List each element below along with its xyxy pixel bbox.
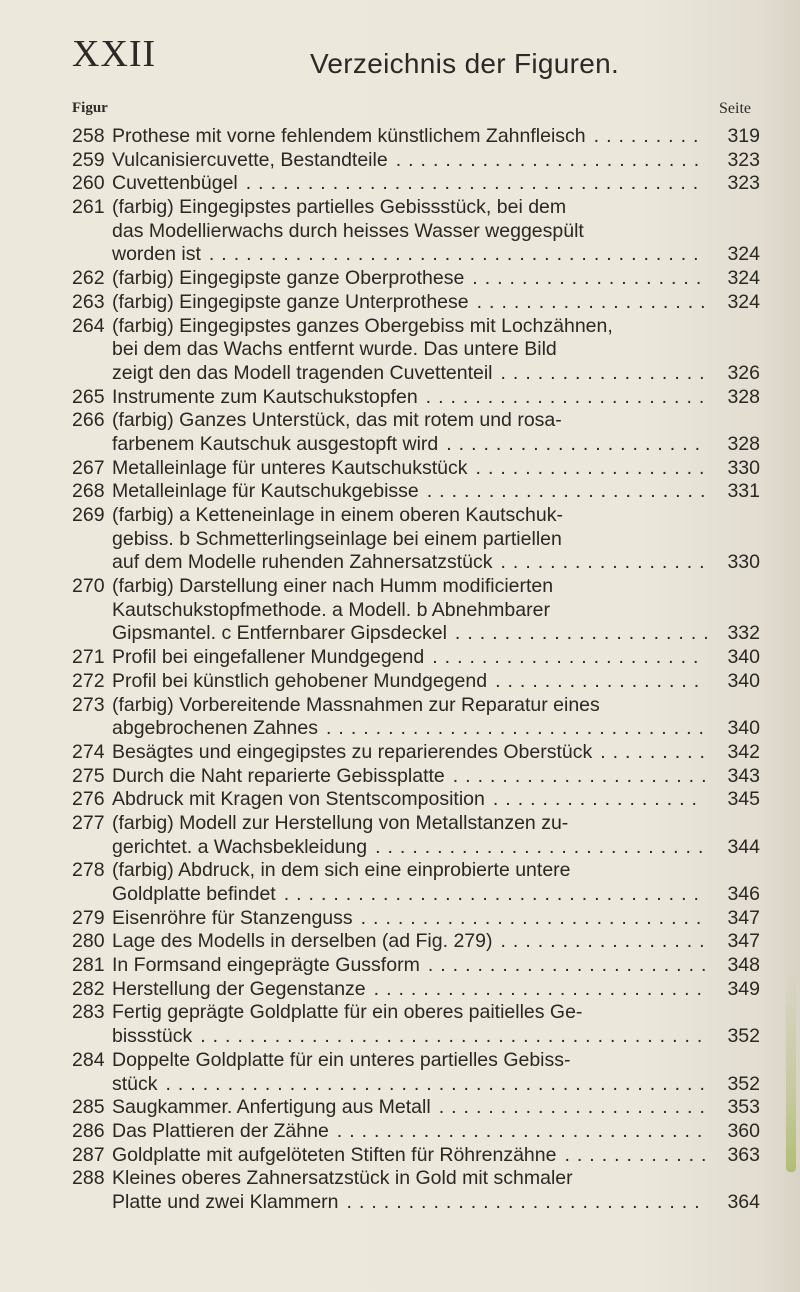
figure-caption: Instrumente zum Kautschukstopfen [112,385,418,408]
entry-line [72,504,762,528]
leader-dots: ............................... [326,717,711,740]
figure-number: 276 [72,788,105,811]
leader-dots: ........................................ [208,243,706,266]
entry-line [72,315,762,339]
figure-number: 266 [72,409,105,432]
page-reference: 344 [727,835,760,858]
figure-caption: stück [112,1072,158,1095]
leader-dots: ..................... [454,622,716,645]
entry-line [72,1120,762,1144]
figure-caption: Das Plattieren der Zähne [112,1119,329,1142]
figure-caption: Vulcanisiercuvette, Bestandteile [112,148,388,171]
entry-line [72,788,762,812]
leader-dots: ................. [492,788,704,811]
figure-number: 279 [72,906,105,929]
figure-caption: gerichtet. a Wachsbekleidung [112,835,368,858]
entry-line [72,433,762,457]
entry-line [72,1144,762,1168]
figure-caption: Prothese mit vorne fehlendem künstlichem Zahnfleisch [112,125,586,147]
leader-dots: ....................... [425,385,712,408]
figure-entry [72,788,762,812]
entry-line [72,812,762,836]
entry-line [72,1049,762,1073]
page-reference: 360 [727,1119,760,1142]
leader-dots: ............................. [346,1190,707,1213]
figure-caption: Saugkammer. Anfertigung aus Metall [112,1096,431,1119]
figure-caption: auf dem Modelle ruhenden Zahnersatzstück [112,551,493,574]
figure-caption: (farbig) Modell zur Herstellung von Metallstanzen zu- [112,811,569,834]
leader-dots: ................. [500,361,712,384]
figure-caption: (farbig) Ganzes Unterstück, das mit rotem und rosa- [112,409,562,432]
figure-caption: Metalleinlage für Kautschukgebisse [112,480,419,503]
entry-line [72,243,762,267]
figure-entry [72,1120,762,1144]
figure-number: 264 [72,314,105,337]
figure-entry [72,812,762,859]
column-header-figure: Figur [72,100,108,116]
entry-line [72,480,762,504]
page-reference: 328 [727,385,760,408]
figure-entry [72,1001,762,1048]
figure-number: 262 [72,267,105,290]
entry-line [72,1001,762,1025]
leader-dots: ......................................... [200,1025,710,1048]
leader-dots: ...................... [438,1096,712,1119]
figure-entry [72,315,762,386]
leader-dots: ....................... [427,954,714,977]
entry-line [72,741,762,765]
page-reference: 347 [727,930,760,953]
leader-dots: ............................ [360,906,709,929]
page-reference: 324 [727,290,760,313]
entry-line [72,575,762,599]
figure-caption: (farbig) Eingegipstes partielles Gebissstück, bei dem [112,196,567,219]
page-reference: 352 [727,1025,760,1048]
figure-number: 270 [72,575,105,598]
leader-dots: ................... [475,456,712,479]
figure-number: 282 [72,977,105,1000]
entry-line [72,196,762,220]
figure-caption: In Formsand eingeprägte Gussform [112,954,420,977]
figure-number: 280 [72,930,105,953]
figure-caption: Profil bei künstlich gehobener Mundgegend [112,669,488,692]
figure-entry [72,930,762,954]
figure-caption: das Modellierwachs durch heisses Wasser weggespült [112,219,584,242]
figure-number: 285 [72,1096,105,1119]
figure-number: 267 [72,456,105,479]
figure-caption: worden ist [112,243,201,266]
entry-line [72,409,762,433]
page-reference: 326 [727,361,760,384]
figure-caption: Fertig geprägte Goldplatte für ein oberes paitielles Ge- [112,1001,583,1024]
entry-line [72,978,762,1002]
figure-caption: Profil bei eingefallener Mundgegend [112,646,425,669]
figure-caption: Metalleinlage für unteres Kautschukstück [112,456,468,479]
leader-dots: ................. [500,930,712,953]
page-reference: 340 [727,646,760,669]
leader-dots: ..................... [452,764,714,787]
entry-line [72,220,762,244]
figure-entry [72,765,762,789]
page-reference: 319 [727,125,760,147]
figure-entry [72,386,762,410]
leader-dots: ..................... [446,432,708,455]
figure-caption: Abdruck mit Kragen von Stentscomposition [112,788,485,811]
entry-line [72,1167,762,1191]
figure-number: 259 [72,148,105,171]
entry-line [72,528,762,552]
leader-dots: ............................................ [165,1072,712,1095]
leader-dots: ......... [593,125,706,147]
figure-number: 283 [72,1001,105,1024]
figure-caption: zeigt den das Modell tragenden Cuvettenteil [112,361,493,384]
entry-line [72,954,762,978]
figure-caption: (farbig) Eingegipste ganze Oberprothese [112,267,465,290]
entry-line [72,622,762,646]
figure-caption: Gipsmantel. c Entfernbarer Gipsdeckel [112,622,447,645]
page-reference: 353 [727,1096,760,1119]
entry-line [72,599,762,623]
leader-dots: ......... [600,740,712,763]
figure-entry [72,504,762,575]
page-reference: 347 [727,906,760,929]
figure-number: 268 [72,480,105,503]
page-reference: 364 [727,1190,760,1213]
page-reference: 349 [727,977,760,1000]
figure-number: 265 [72,385,105,408]
figure-number: 284 [72,1048,105,1071]
figure-entry [72,149,762,173]
page-title: Verzeichnis der Figuren. [310,48,620,79]
page-reference: 342 [727,740,760,763]
entry-line [72,149,762,173]
figure-number: 272 [72,669,105,692]
figure-caption: Doppelte Goldplatte für ein unteres partielles Gebiss- [112,1048,571,1071]
leader-dots: ......................... [395,148,707,171]
entry-line [72,930,762,954]
page-reference: 363 [727,1143,760,1166]
entry-line [72,670,762,694]
figure-number: 263 [72,290,105,313]
figure-entry [72,978,762,1002]
figure-entry [72,457,762,481]
figure-number: 288 [72,1167,105,1190]
figure-caption: Goldplatte befindet [112,883,276,905]
figure-caption: Lage des Modells in derselben (ad Fig. 279) [112,930,493,953]
leader-dots: ................. [500,551,712,574]
column-header-page: Seite [719,100,751,117]
page-reference: 343 [727,764,760,787]
figure-entry [72,291,762,315]
figure-entry [72,954,762,978]
entry-line [72,172,762,196]
entry-line [72,1073,762,1097]
entry-line [72,1025,762,1049]
figure-caption: bissstück [112,1025,193,1048]
entry-line [72,457,762,481]
figure-entry [72,859,762,906]
figure-caption: abgebrochenen Zahnes [112,717,318,740]
figure-number: 287 [72,1143,105,1166]
entry-line [72,694,762,718]
figure-caption: (farbig) Darstellung einer nach Humm modificierten [112,575,554,598]
entry-line [72,646,762,670]
entry-line [72,386,762,410]
figure-entry [72,575,762,646]
figure-number: 261 [72,196,105,219]
figure-caption: Kleines oberes Zahnersatzstück in Gold mit schmaler [112,1167,573,1190]
page-reference: 340 [727,669,760,692]
figure-caption: gebiss. b Schmetterlingseinlage bei einem partiellen [112,527,562,550]
entry-line [72,551,762,575]
figure-caption: Goldplatte mit aufgelöteten Stiften für Röhrenzähne [112,1143,557,1166]
leader-dots: ................... [476,290,713,313]
figure-list [72,125,762,1215]
entry-line [72,125,762,149]
page-reference: 328 [727,432,760,455]
figure-caption: Durch die Naht reparierte Gebissplatte [112,764,445,787]
entry-line [72,907,762,931]
figure-entry [72,480,762,504]
page-reference: 331 [727,480,760,503]
figure-entry [72,907,762,931]
leader-dots: ....................... [426,480,713,503]
page-edge-stain [786,972,796,1172]
entry-line [72,338,762,362]
figure-number: 277 [72,811,105,834]
figure-entry [72,1167,762,1214]
page-header [72,26,672,86]
figure-number: 269 [72,504,105,526]
figure-entry [72,741,762,765]
figure-number: 273 [72,693,105,716]
figure-caption: bei dem das Wachs entfernt wurde. Das untere Bild [112,338,557,361]
page-reference: 323 [727,172,760,195]
figure-entry [72,409,762,456]
entry-line [72,859,762,883]
page-reference: 352 [727,1072,760,1095]
figure-caption: Cuvettenbügel [112,172,238,195]
entry-line [72,1096,762,1120]
figure-entry [72,196,762,267]
leader-dots: ........................... [373,977,709,1000]
leader-dots: .................................. [283,883,706,905]
entry-line [72,717,762,741]
figure-number: 286 [72,1119,105,1142]
figure-entry [72,646,762,670]
figure-caption: farbenem Kautschuk ausgestopft wird [112,432,439,455]
figure-caption: (farbig) Vorbereitende Massnahmen zur Reparatur eines [112,693,600,716]
figure-caption: Herstellung der Gegenstanze [112,977,366,1000]
figure-caption: (farbig) Eingegipste ganze Unterprothese [112,290,469,313]
page-reference: 332 [727,622,760,645]
leader-dots: .............................. [336,1119,710,1142]
figure-number: 258 [72,125,105,147]
figure-entry [72,267,762,291]
figure-caption: Kautschukstopfmethode. a Modell. b Abnehmbarer [112,598,550,621]
figure-caption: Besägtes und eingegipstes zu reparierendes Oberstück [112,740,593,763]
page-reference: 346 [727,883,760,905]
figure-entry [72,172,762,196]
entry-line [72,362,762,386]
page-reference: 324 [727,243,760,266]
leader-dots: ...................... [432,646,706,669]
leader-dots: ................... [472,267,709,290]
page-reference: 323 [727,148,760,171]
page-reference: 324 [727,267,760,290]
figure-entry [72,1096,762,1120]
figure-number: 260 [72,172,105,195]
figure-entry [72,1144,762,1168]
page-number-roman: XXII [72,33,157,75]
figure-number: 274 [72,740,105,763]
page-reference: 348 [727,954,760,977]
page-reference: 330 [727,456,760,479]
figure-entry [72,1049,762,1096]
leader-dots: ............ [564,1143,714,1166]
figure-number: 275 [72,764,105,787]
figure-number: 278 [72,859,105,882]
figure-entry [72,694,762,741]
figure-entry [72,125,762,149]
page-reference: 345 [727,788,760,811]
figure-caption: (farbig) a Ketteneinlage in einem oberen Kautschuk- [112,504,563,526]
figure-number: 271 [72,646,105,669]
leader-dots: ................. [495,669,707,692]
figure-caption: (farbig) Abdruck, in dem sich eine einprobierte untere [112,859,571,882]
entry-line [72,267,762,291]
entry-line [72,765,762,789]
figure-caption: Eisenröhre für Stanzenguss [112,906,353,929]
entry-line [72,883,762,907]
entry-line [72,836,762,860]
figure-entry [72,670,762,694]
leader-dots: ..................................... [245,172,706,195]
figure-caption: Platte und zwei Klammern [112,1190,339,1213]
leader-dots: ........................... [375,835,711,858]
page-reference: 330 [727,551,760,574]
page-reference: 340 [727,717,760,740]
entry-line [72,1191,762,1215]
entry-line [72,291,762,315]
figure-number: 281 [72,954,105,977]
figure-caption: (farbig) Eingegipstes ganzes Obergebiss mit Lochzähnen, [112,314,613,337]
